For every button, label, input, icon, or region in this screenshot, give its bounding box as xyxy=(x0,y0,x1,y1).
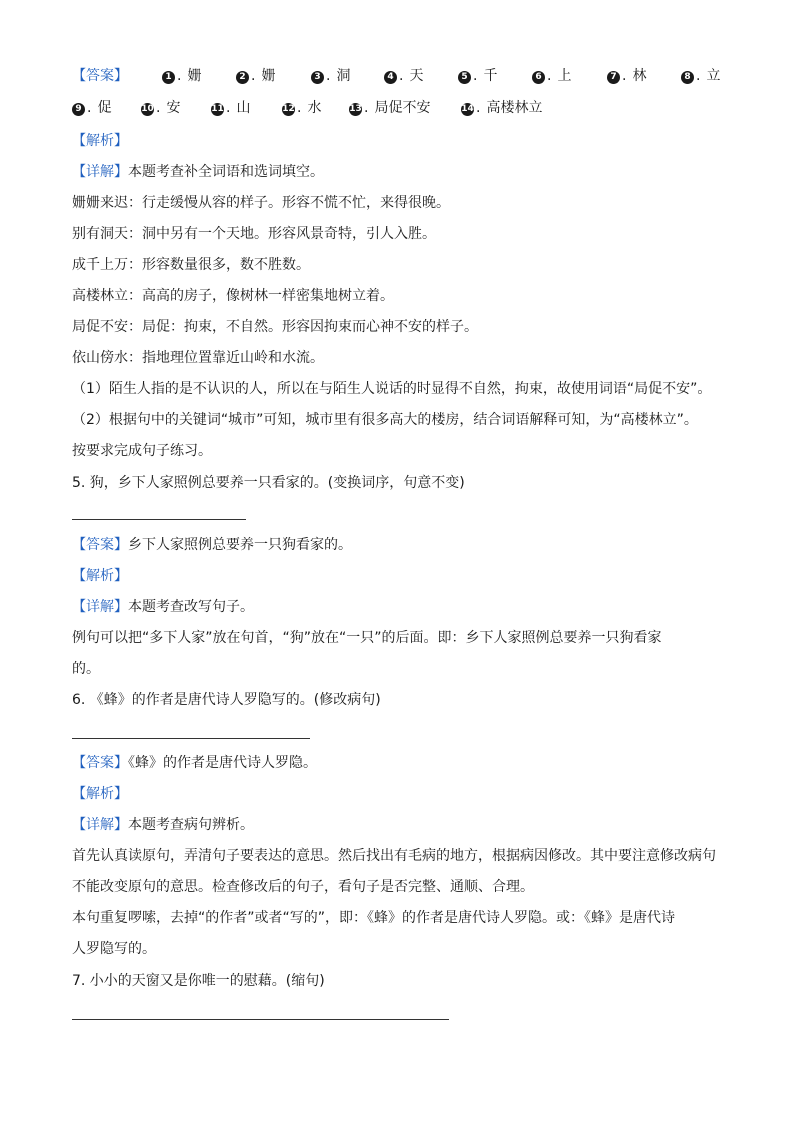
answer-label: 【答案】 xyxy=(72,68,128,84)
answer-option xyxy=(141,98,180,118)
detail-label: 【详解】 xyxy=(72,817,128,833)
option-value: 高楼林立 xyxy=(486,100,543,116)
option-dot: . xyxy=(473,68,478,84)
explain-line: 不能改变原句的意思。检查修改后的句子，看句子是否完整、通顺、合理。 xyxy=(72,879,534,895)
detail-line xyxy=(72,162,324,182)
answer-option xyxy=(607,66,646,86)
explain-line: 的。 xyxy=(72,661,100,677)
option-number-badge: 7 xyxy=(607,71,620,84)
option-dot: . xyxy=(399,68,404,84)
option-dot: . xyxy=(364,100,369,116)
explain-line: 高楼林立：高高的房子，像树林一样密集地树立着。 xyxy=(72,288,394,304)
option-number-badge: 14 xyxy=(461,104,474,114)
answer-blank-7[interactable] xyxy=(72,1019,449,1020)
explain-line: （2）根据句中的关键词“城市”可知，城市里有很多高大的楼房，结合词语解释可知，为“高楼林立”。 xyxy=(72,412,698,428)
answer-option xyxy=(282,98,321,118)
option-value: 水 xyxy=(307,100,322,116)
explain-line: 别有洞天：洞中另有一个天地。形容风景奇特，引人入胜。 xyxy=(72,226,436,242)
answer-option xyxy=(384,66,423,86)
answer-blank-5[interactable] xyxy=(72,519,246,520)
answer-option xyxy=(461,98,542,118)
answer-option xyxy=(162,66,201,86)
answer-label: 【答案】 xyxy=(72,755,128,771)
explain-line: 人罗隐写的。 xyxy=(72,941,156,957)
answer-option xyxy=(211,98,250,118)
option-number-badge: 2 xyxy=(236,71,249,84)
explain-line: 按要求完成句子练习。 xyxy=(72,443,212,459)
detail-line xyxy=(72,815,254,835)
option-dot: . xyxy=(226,100,231,116)
answer-text: 乡下人家照例总要养一只狗看家的。 xyxy=(128,537,352,553)
option-number-badge: 13 xyxy=(349,104,362,114)
explain-line: 局促不安：局促：拘束，不自然。形容因拘束而心神不安的样子。 xyxy=(72,319,478,335)
detail-label: 【详解】 xyxy=(72,599,128,615)
analysis-label: 【解析】 xyxy=(72,786,128,802)
option-value: 千 xyxy=(483,68,498,84)
option-value: 安 xyxy=(166,100,181,116)
answer-line-5 xyxy=(72,535,352,555)
answer-option xyxy=(681,66,720,86)
option-value: 上 xyxy=(557,68,572,84)
option-dot: . xyxy=(251,68,256,84)
option-value: 姗 xyxy=(187,68,202,84)
answer-text: 《蜂》的作者是唐代诗人罗隐。 xyxy=(128,755,317,771)
option-number-badge: 3 xyxy=(311,71,324,84)
option-number-badge: 1 xyxy=(162,71,175,84)
detail-text: 本题考查改写句子。 xyxy=(128,599,254,615)
option-value: 天 xyxy=(409,68,424,84)
answer-blank-6[interactable] xyxy=(72,738,310,739)
detail-text: 本题考查病句辨析。 xyxy=(128,817,254,833)
option-value: 洞 xyxy=(336,68,351,84)
explain-line: 本句重复啰嗦，去掉“的作者”或者“写的”，即：《蜂》的作者是唐代诗人罗隐。或：《蜂》是唐代诗 xyxy=(72,910,676,926)
option-number-badge: 10 xyxy=(141,104,154,114)
question-7: 7. 小小的天窗又是你唯一的慰藉。(缩句) xyxy=(72,973,325,989)
explain-line: 成千上万：形容数量很多，数不胜数。 xyxy=(72,257,310,273)
option-dot: . xyxy=(476,100,481,116)
explain-line: （1）陌生人指的是不认识的人，所以在与陌生人说话的时显得不自然，拘束，故使用词语“局促不安”。 xyxy=(72,381,712,397)
option-dot: . xyxy=(326,68,331,84)
option-dot: . xyxy=(87,100,92,116)
question-5: 5. 狗，乡下人家照例总要养一只看家的。(变换词序，句意不变) xyxy=(72,475,465,491)
detail-label: 【详解】 xyxy=(72,164,128,180)
explain-line: 依山傍水：指地理位置靠近山岭和水流。 xyxy=(72,350,324,366)
detail-line xyxy=(72,597,254,617)
option-value: 林 xyxy=(632,68,647,84)
option-number-badge: 6 xyxy=(532,71,545,84)
answer-option xyxy=(72,98,111,118)
explain-line: 姗姗来迟：行走缓慢从容的样子。形容不慌不忙，来得很晚。 xyxy=(72,195,450,211)
option-number-badge: 11 xyxy=(211,104,224,114)
detail-text: 本题考查补全词语和选词填空。 xyxy=(128,164,324,180)
option-value: 局促不安 xyxy=(374,100,431,116)
answer-option xyxy=(458,66,497,86)
explain-line: 例句可以把“多下人家”放在句首，“狗”放在“一只”的后面。即：乡下人家照例总要养一只狗看家 xyxy=(72,630,662,646)
answer-option xyxy=(349,98,430,118)
option-dot: . xyxy=(696,68,701,84)
option-dot: . xyxy=(297,100,302,116)
option-dot: . xyxy=(622,68,627,84)
answer-option xyxy=(311,66,350,86)
answer-option xyxy=(532,66,571,86)
option-dot: . xyxy=(177,68,182,84)
option-value: 山 xyxy=(236,100,251,116)
option-number-badge: 5 xyxy=(458,71,471,84)
answer-line-6 xyxy=(72,753,317,773)
option-number-badge: 8 xyxy=(681,71,694,84)
option-dot: . xyxy=(547,68,552,84)
option-value: 促 xyxy=(97,100,112,116)
option-dot: . xyxy=(156,100,161,116)
answer-label: 【答案】 xyxy=(72,537,128,553)
explain-line: 首先认真读原句，弄清句子要表达的意思。然后找出有毛病的地方，根据病因修改。其中要注意修改病句 xyxy=(72,848,716,864)
option-number-badge: 12 xyxy=(282,104,295,114)
analysis-label: 【解析】 xyxy=(72,568,128,584)
option-value: 姗 xyxy=(261,68,276,84)
question-6: 6. 《蜂》的作者是唐代诗人罗隐写的。(修改病句) xyxy=(72,692,381,708)
option-value: 立 xyxy=(706,68,721,84)
answer-option xyxy=(236,66,275,86)
option-number-badge: 9 xyxy=(72,103,85,116)
option-number-badge: 4 xyxy=(384,71,397,84)
analysis-label: 【解析】 xyxy=(72,133,128,149)
